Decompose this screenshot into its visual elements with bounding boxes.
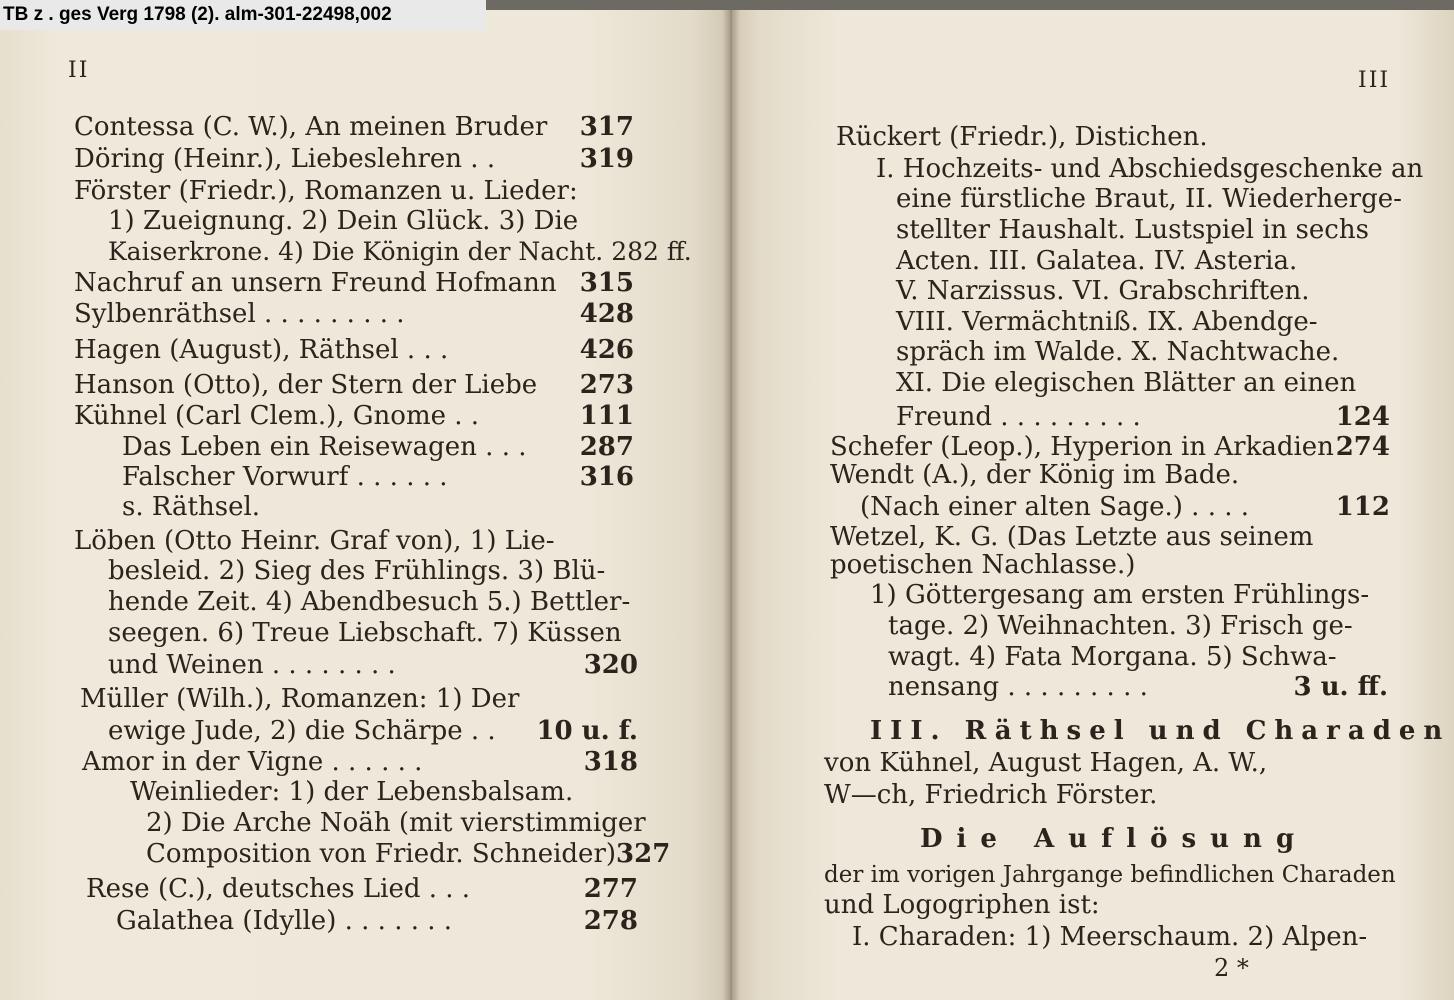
entry-text: Sylbenräthsel . . . . . . . . . (74, 299, 405, 329)
entry-text: VIII. Vermächtniß. IX. Abendge- (896, 307, 1318, 337)
entry-text: Rückert (Friedr.), Distichen. (836, 122, 1208, 152)
entry-text: (Nach einer alten Sage.) . . . . (860, 492, 1250, 522)
entry-text: Rese (C.), deutsches Lied . . . (86, 874, 471, 904)
entry-text: Falscher Vorwurf . . . . . . (122, 462, 448, 492)
entry-page: 327 (616, 839, 671, 869)
entry-page: 111 (579, 401, 634, 431)
index-entry (896, 402, 1390, 432)
entry-text: Kaiserkrone. 4) Die Königin der Nacht. 282 ff. (108, 237, 692, 266)
entry-text: 2) Die Arche Noäh (mit vierstimmiger (146, 808, 646, 838)
index-entry (888, 672, 1388, 702)
entry-page: 10 u. f. (536, 716, 638, 746)
entry-text: tage. 2) Weihnachten. 3) Frisch ge- (888, 611, 1353, 641)
entry-page: 287 (579, 432, 634, 462)
entry-page: 274 (1335, 432, 1390, 462)
entry-page: 112 (1335, 492, 1390, 522)
entry-text: eine fürstliche Braut, II. Wiederherge- (896, 184, 1402, 214)
entry-text: Amor in der Vigne . . . . . . (82, 747, 423, 777)
page-number: II (68, 58, 90, 83)
index-entry (74, 401, 634, 431)
index-entry (74, 299, 634, 329)
entry-page: 273 (579, 370, 634, 400)
entry-text: Förster (Friedr.), Romanzen u. Lieder: (74, 176, 578, 206)
entry-text: Löben (Otto Heinr. Graf von), 1) Lie- (74, 526, 555, 556)
entry-text: s. Räthsel. (122, 492, 261, 522)
entry-text: Galathea (Idylle) . . . . . . . (116, 906, 453, 936)
entry-text: ewige Jude, 2) die Schärpe . . (108, 716, 496, 746)
entry-text: V. Narzissus. VI. Grabschriften. (896, 276, 1310, 306)
entry-text: Composition von Friedr. Schneider) (146, 839, 617, 869)
entry-page: 124 (1335, 402, 1390, 432)
index-entry (74, 144, 634, 174)
entry-text: und Weinen . . . . . . . . (108, 650, 396, 680)
index-entry (108, 650, 638, 680)
entry-page: 320 (583, 650, 638, 680)
index-entry (86, 874, 638, 904)
index-entry (122, 462, 634, 492)
entry-text: 1) Zueignung. 2) Dein Glück. 3) Die (108, 206, 579, 236)
index-entry (82, 747, 638, 777)
entry-text: Nachruf an unsern Freund Hofmann (74, 268, 557, 298)
entry-text: W—ch, Friedrich Förster. (824, 780, 1158, 810)
entry-page: 317 (579, 112, 634, 142)
section-heading: Die Auflösung (920, 824, 1309, 854)
entry-page: 316 (579, 462, 634, 492)
entry-text: Das Leben ein Reisewagen . . . (122, 432, 527, 462)
entry-text: Wetzel, K. G. (Das Letzte aus seinem (830, 522, 1314, 552)
index-entry (146, 839, 671, 869)
section-heading: III. Räthsel und Charaden (870, 716, 1451, 746)
entry-text: I. Hochzeits- und Abschiedsgeschenke an (876, 154, 1424, 184)
entry-text: 1) Göttergesang am ersten Frühlings- (870, 580, 1370, 610)
entry-text: stellter Haushalt. Lustspiel in sechs (896, 215, 1369, 245)
index-entry (74, 370, 634, 400)
entry-text: Weinlieder: 1) der Lebensbalsam. (130, 777, 574, 807)
index-entry (74, 268, 634, 298)
entry-page: 428 (579, 299, 634, 329)
entry-page: 315 (579, 268, 634, 298)
entry-page: 3 u. ff. (1293, 672, 1388, 702)
index-entry (830, 432, 1390, 462)
entry-text: von Kühnel, August Hagen, A. W., (824, 748, 1268, 778)
entry-text: Kühnel (Carl Clem.), Gnome . . (74, 401, 480, 431)
entry-page: 318 (583, 747, 638, 777)
entry-text: I. Charaden: 1) Meerschaum. 2) Alpen- (852, 922, 1368, 952)
index-entry (74, 335, 634, 365)
entry-text: Freund . . . . . . . . . (896, 402, 1141, 432)
entry-text: XI. Die elegischen Blätter an einen (896, 368, 1357, 398)
entry-text: Döring (Heinr.), Liebeslehren . . (74, 144, 496, 174)
entry-page: 319 (579, 144, 634, 174)
signature-mark: 2 * (1214, 954, 1249, 982)
book-gutter (722, 10, 740, 1000)
entry-text: hende Zeit. 4) Abendbesuch 5.) Bettler- (108, 587, 631, 617)
entry-text: Contessa (C. W.), An meinen Bruder (74, 112, 548, 142)
index-entry (108, 716, 638, 746)
entry-text: Hagen (August), Räthsel . . . (74, 335, 449, 365)
index-entry (122, 432, 634, 462)
entry-page: 426 (579, 335, 634, 365)
page-number: III (1358, 68, 1391, 93)
entry-text: und Logogriphen ist: (824, 890, 1100, 920)
entry-text: Müller (Wilh.), Romanzen: 1) Der (80, 684, 520, 714)
entry-page: 278 (583, 906, 638, 936)
index-entry (860, 492, 1390, 522)
entry-text: Schefer (Leop.), Hyperion in Arkadien (830, 432, 1334, 462)
entry-text: Wendt (A.), der König im Bade. (830, 460, 1240, 490)
entry-text: spräch im Walde. X. Nachtwache. (896, 337, 1340, 367)
entry-text: der im vorigen Jahrgange befindlichen Charaden (824, 862, 1396, 888)
entry-text: wagt. 4) Fata Morgana. 5) Schwa- (888, 642, 1337, 672)
image-label: TB z . ges Verg 1798 (2). alm-301-22498,002 (0, 0, 486, 30)
entry-text: seegen. 6) Treue Liebschaft. 7) Küssen (108, 618, 622, 648)
index-entry (116, 906, 638, 936)
entry-text: Acten. III. Galatea. IV. Asteria. (896, 246, 1298, 276)
entry-text: poetischen Nachlasse.) (830, 550, 1136, 580)
entry-text: besleid. 2) Sieg des Frühlings. 3) Blü- (108, 556, 606, 586)
entry-text: Hanson (Otto), der Stern der Liebe (74, 370, 538, 400)
entry-page: 277 (583, 874, 638, 904)
right-page (730, 10, 1454, 1000)
left-page (0, 10, 730, 1000)
index-entry (74, 112, 634, 142)
entry-text: nensang . . . . . . . . . (888, 672, 1148, 702)
